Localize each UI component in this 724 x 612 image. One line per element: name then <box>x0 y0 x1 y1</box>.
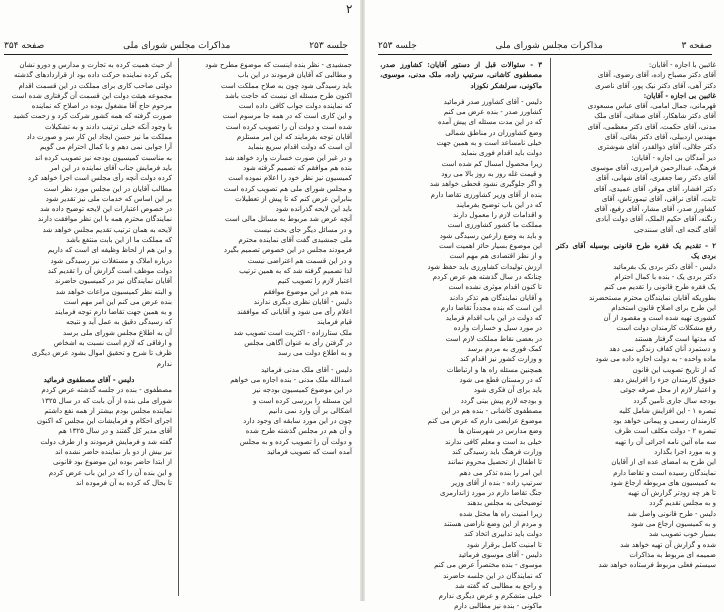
text-line: و مردم از این وضع ناراضی هستند <box>443 520 542 529</box>
text-line: در مورد سیل و خسارات وارده <box>453 324 542 333</box>
text-line: مملکت ما نیز حسن ایجاد این کار سر و صورت داد <box>26 133 172 142</box>
text-line: و به مورد اجرا بگذارد <box>654 447 716 456</box>
text-line: و مطالبی که آقایان فرمودند در این باب <box>237 71 352 80</box>
text-line: بسیار خوب تصویب شد <box>648 530 716 539</box>
text-line: ظرف تا شرح و تحقیق اموال بشود عرض دیگری <box>31 349 172 358</box>
text-line: حقوق کارمندان جزء را افزایش دهد <box>613 375 716 384</box>
text-line: مطالب آقایان در این مجلس مورد نظر است <box>43 184 172 193</box>
text-line: آرا جوابی نمی دهم و با کمال احترام می گویم <box>40 143 172 152</box>
top-page-mark: ۲ <box>346 2 353 16</box>
text-line: و به اطلاع دولت می رسد <box>277 349 352 358</box>
text-line: سه ماه آئین نامه اجرائی آن را تهیه <box>615 437 716 446</box>
text-line: و اگر جلوگیری نشود قحطی خواهد شد <box>429 180 542 189</box>
text-column-right-page-left <box>380 60 542 611</box>
text-line: که مملکت ما از این بابت منتفع باشد <box>66 236 172 245</box>
text-line: آمده است که تصویب فرمائید <box>267 447 352 456</box>
section-heading-bill: ۲ - تقدیم یک فقره طرح قانونی بوسیله آقای دکتر بردی یک <box>556 241 716 261</box>
column-body <box>556 262 716 571</box>
text-line: آقای دکتر رضا جعفری، آقای شهابی، آقای <box>595 174 716 183</box>
text-line: خیلی نامساعد است و به همین جهت <box>436 139 542 148</box>
absent-heading: غائبین بی اجازه - آقایان: <box>643 90 716 100</box>
text-line: دکتر جلالی، آقای ذوالقدر، آقای شوشتری <box>597 143 716 152</box>
text-line: در خصوص اعتبارات این لایحه توضیح داده شد <box>40 205 172 214</box>
text-line: در بعضی نقاط مملکت لازم است <box>445 334 542 343</box>
text-line: نماینده مجلس بودم بیشتر از همه نفع داشتم <box>44 406 172 415</box>
text-line: و بودجه لازم پیش بینی گردد <box>460 396 542 405</box>
text-line: تا بحال که کرده به آن فرموده اند <box>75 478 172 487</box>
text-line: همچنین مسئله راه ها و ارتباطات <box>446 365 542 374</box>
text-line: که رسیدگی دقیق به عمل آید و نتیجه <box>66 318 172 327</box>
text-line: این موضوع بسیار حائز اهمیت است <box>439 242 542 251</box>
text-line: نمایندگان محترم همه با این نظر موافقت دارند <box>37 215 172 224</box>
text-line: مصطفوی - بنده در جلسه گذشته عرض کردم <box>41 386 172 395</box>
text-line: وضع کشاورزان در مناطق شمالی <box>445 128 542 137</box>
right-page-number: صفحه ۳ <box>681 41 712 51</box>
text-line: لایحه به همان ترتیب تقدیم مجلس خواهد شد <box>42 225 172 234</box>
text-line: که در زمستان قطع می شود <box>459 375 542 384</box>
text-line: تا هر چه زودتر گزارش آن تهیه <box>628 489 716 498</box>
text-line: و اقدامات لازم را معمول دارند <box>453 211 542 220</box>
text-line: که نمایندگان در این جلسه حاضرند <box>443 571 542 580</box>
text-line: مصطفوی کاشانی - بنده هم در این <box>441 406 542 415</box>
text-line: و از نظر اقتصادی هم مهم است <box>449 252 542 261</box>
text-line: خیلی بد است و معلم کافی ندارند <box>445 437 542 446</box>
text-line: باید برای آن فکری شود <box>473 386 542 395</box>
text-line: که در این باب توضیح بفرمایند <box>456 200 542 209</box>
text-line: زیرا محصول امسال کم شده است <box>441 159 542 168</box>
text-line: بنده از آقای وزیر کشاورزی تقاضا دارم <box>430 190 542 199</box>
left-page-title: مذاکرات مجلس شورای ملی <box>123 41 231 51</box>
text-line: که در این مدت مسئله ای پیش آمده <box>437 118 542 127</box>
text-line: و به کمیسیون ارجاع می شود <box>631 520 716 529</box>
text-line: آقایان نمایندگان نیز در کمیسیون حاضرند <box>54 277 172 286</box>
text-line: از ابتدا حاضر بوده این موضوع بود قانونی <box>53 458 172 467</box>
text-line: و آقایان نمایندگان هم تذکر دادند <box>449 293 542 302</box>
text-line: آن به اطلاع مجلس شورای ملی برسد <box>62 328 172 337</box>
text-line: دلیس - آقای ملک مدنی فرمائید <box>260 365 352 374</box>
text-column-right-page-right <box>556 60 716 596</box>
text-line: مرحوم حاج آقا مشغول بوده در اصلاح که نماینده <box>31 102 172 111</box>
text-line: وزارت فرهنگ باید رسیدگی کند <box>452 447 542 456</box>
text-line: دلیس - آقای دکتر بردی یک بفرمائید <box>613 262 716 271</box>
text-line: و در مسائل دیگر جای بحث نیست <box>254 225 352 234</box>
text-line: بنده هم موافقم که تصمیم گرفته شود <box>243 163 352 172</box>
text-line: کمیسیون نیز نظر خود را اعلام نموده است <box>228 174 352 183</box>
text-line: باید این لایحه گذرانده شود <box>275 205 352 214</box>
text-line: کارمندان رسمی و پیمانی خواهد بود <box>612 417 716 426</box>
text-line: آقای گنجه ای، آقای سنندجی <box>633 225 716 234</box>
text-line: این طرح به امضای عده ای از آقایان <box>611 458 716 467</box>
column-tail <box>184 365 352 458</box>
right-page-session: جلسه ۲۵۳ <box>378 41 417 51</box>
text-column-left-page-left <box>6 60 172 596</box>
text-line: این امر را بنده تذکر می دهم <box>459 468 542 477</box>
text-line: جنگ تقاضا دارم در مورد ژاندارمری <box>439 489 542 498</box>
text-line: شده و گزارش آن تهیه خواهد شد <box>620 540 716 549</box>
text-line: قیام فرمایند <box>317 318 352 327</box>
text-line: اجرای احکام و فرمایشات این مجلس که اکنون <box>36 417 172 426</box>
text-line: غائبین با اجازه - آقایان: <box>648 61 716 69</box>
column-rule <box>178 58 179 596</box>
text-line: مجموعه هیئت دولت این قسمت آن گرفتاری شده است <box>11 91 172 100</box>
text-line: بر این اساس که خدمات ملی نیز تقدیر شود <box>45 194 172 203</box>
text-line: لذا تصمیم گرفته شد که به همین ترتیب <box>239 266 352 275</box>
text-line: درباره املاک و مستغلات نیز رسیدگی شود <box>50 256 172 265</box>
text-line: زیرا امنیت راه ها مختل شده <box>459 509 542 518</box>
text-line: ارزش تولیدات کشاورزی باید حفظ شود <box>427 262 542 271</box>
text-line: موسوی - بنده مختصراً عرض می کنم <box>434 561 542 570</box>
text-line: باید رسیدگی شود چون به صلاح مملکت است <box>220 81 352 90</box>
text-line: از حیث همیت کرده به تجارت و مدارس و دورو نشان <box>19 61 172 69</box>
text-line: کشاورز صدر - بنده عرض می کنم <box>443 108 542 117</box>
text-line: خیلی متشکرم و عرض دیگری ندارم <box>438 592 542 601</box>
text-line: اسدالله ملک مدنی - بنده اجازه می خواهم <box>230 375 352 384</box>
text-line: اکنون طرح مسئله ای نیست که حاجت باشد <box>225 91 352 100</box>
text-line: بطوریکه آقایان نمایندگان محترم مستحضرند <box>588 293 716 302</box>
column-rule <box>550 58 551 596</box>
text-line: فرمودند مجلس در این خصوص تصمیم بگیرد <box>223 246 352 255</box>
text-line: و البته نظر کمیسیون مراعات خواهد شد <box>55 287 172 296</box>
text-line: و این کاری است که در همه جا مرسوم است <box>222 112 352 121</box>
text-line: این مسئله را بررسی کرده است و <box>252 396 352 405</box>
text-line: رفع مشکلات کارمندان دولت است <box>616 324 716 333</box>
text-line: باید فرمایش جناب آقای نماینده در این امر <box>49 163 172 172</box>
text-line: آقایان توجه بفرمایند که این امر مستلزم <box>236 133 352 142</box>
text-line: ندارم <box>156 359 172 368</box>
text-line: کرده دولت آنچه رأی مجلس است اجرا خواهد کرد <box>27 174 172 183</box>
text-line: ماده واحده - به دولت اجازه داده می شود <box>595 355 716 364</box>
text-line: و اعتبار لازم از محل صرفه جوئی <box>620 386 716 395</box>
text-line: شورای ملی بنده از آن بابت که در سال ۱۳۲۵ <box>41 396 172 405</box>
text-line: بنابراین عرض کنم که تا پیش از تعطیلات <box>235 194 352 203</box>
text-line: فرهنگ، عبدالرحمن فرامرزی، آقای موسوی <box>590 163 716 172</box>
text-line: دکتر افشار، آقای موقر، آقای عمیدی، آقای <box>593 184 716 193</box>
text-line: ضمیمه ای مربوط به مذاکرات <box>629 550 716 559</box>
text-line: و این هم از لحاظ وظیفه ای است که داریم <box>47 246 172 255</box>
left-page-header <box>4 38 348 55</box>
text-line: دلیس - طرح قانونی واصل شد <box>627 509 716 518</box>
text-line: دلیس - آقای موسوی فرمائید <box>458 550 542 559</box>
left-page-number: صفحه ۳۵۴ <box>4 41 45 51</box>
column-body <box>184 60 352 359</box>
text-line: دولت موظف است گزارش آن را تقدیم کند <box>47 266 172 275</box>
text-line: توضیحاتی به مجلس بدهند <box>466 499 542 508</box>
text-line: و دولت آن را تصویب کرده و به مجلس <box>239 437 352 446</box>
text-line: یکی کرده نماینده حرکت داده بود از قراردادهای گذشته <box>14 71 172 80</box>
text-line: که دولت در این باب اقدام فرماید <box>445 314 542 323</box>
text-line: در این موضوع کمیسیون بودجه نیز <box>252 386 352 395</box>
text-line: که نماینده دولت جواب کافی داده است <box>238 102 352 111</box>
text-line: دیر آمدگان بی اجازه - آقایان: <box>631 153 716 162</box>
text-line: مدنی، آقای حکمت، آقای دکتر معظمی، آقای <box>587 122 716 131</box>
text-line: بودجه سال جاری تأمین گردد <box>633 396 716 405</box>
text-line: تا اطفال از تحصیل محروم نمانند <box>447 458 542 467</box>
text-line: و در این قسمت هم اعتراضی نیست <box>247 256 352 265</box>
text-line: آنچه عرض شد مربوط به مسائل مالی است <box>224 215 352 224</box>
text-line: بنده عرض می کنم این امر مهم است <box>63 297 172 306</box>
text-line: و به همین جهت تقاضا دارم توجه فرمایند <box>54 308 172 317</box>
right-page-header <box>378 38 712 55</box>
text-line: به کمیسیون های مربوطه ارجاع شود <box>610 478 716 487</box>
right-page-title: مذاکرات مجلس شورای ملی <box>495 41 603 51</box>
text-line: سیستم فعلی مربوط فرستاده خواهد شد <box>598 561 716 570</box>
text-line: و به مجلس تقدیم گردد <box>649 499 716 508</box>
left-page-session: جلسه ۲۵۳ <box>309 41 348 51</box>
text-column-left-page-right <box>184 60 352 596</box>
text-line: با وجود آنکه خیلی ترتیب دادند و به تشکیلات <box>45 122 172 131</box>
text-line: مملکت ما کشور کشاورزی است <box>447 221 542 230</box>
text-line: اعلام رأی می شود و آقایانی که موافقند <box>237 308 352 317</box>
column-body <box>6 60 172 369</box>
text-line: و آن هم در مجلس گذشته طرح شده <box>245 427 352 436</box>
text-line: تبصره ۲ - دولت مکلف است ظرف <box>614 427 716 436</box>
absent-with-leave <box>556 60 716 91</box>
text-line: دلیس - آقای کشاورز صدر فرمائید <box>443 97 542 106</box>
speaker-heading: دلیس - آقای مصطفوی فرمائید <box>43 374 135 384</box>
text-line: به مناسبت کمیسیون بودجه نیز تصویب کرده اند <box>34 153 172 162</box>
text-line: سرتیپ زاده - بنده از آقای وزیر <box>451 478 542 487</box>
text-line: چون در این مورد سابقه ای وجود دارد <box>243 417 352 426</box>
column-body <box>380 97 542 612</box>
text-line: که از تاریخ تصویب این قانون <box>632 365 716 374</box>
text-line: جمشیدی - نظر بنده اینست که موضوع مطرح شود <box>205 61 352 69</box>
text-line: و راجع به مطالبی که گفته شد <box>455 581 542 590</box>
text-line: در گرفتن رأی به عنوان آگاهی مجلس <box>244 339 352 348</box>
text-line: نیز بیش از دو بار نماینده حاضر نشده اند <box>55 447 172 456</box>
text-line: ملک ستارزاده - اکثریت است تصویب شد <box>233 328 352 337</box>
text-line: قهرمانی، جمال امامی، آقای عباس مسعودی <box>587 102 716 111</box>
text-line: آقای دکتر مصباح زاده، آقای رضوی، آقای <box>597 71 716 80</box>
section-heading-questions: ۳ - سئوالات قبل از دستور آقایان: کشاورز صدر، مصطفوی کاشانی، سرتیپ زاده، ملک مدنی، موسوی، ماکونی، سرلشکر نکوزاد <box>380 60 542 90</box>
text-line: چنانکه در سال گذشته هم عرض کردم <box>432 272 542 281</box>
text-line: دولت باید اقدام فوری بنماید <box>460 149 542 158</box>
text-line: و دستمزد آنان کفاف زندگی نمی دهد <box>609 345 716 354</box>
text-line: اشکالی بر آن وارد نمی دانیم <box>268 406 352 415</box>
text-line: و این بنده آن را که در این باب عرض کردم <box>48 468 172 477</box>
text-line: و باید به وضع زارعین رسیدگی شود <box>439 231 542 240</box>
text-line: شده است و دولت آن را تصویب کرده است <box>225 122 352 131</box>
text-line: و مجلس شورای ملی هم تصویب کرده است <box>223 184 352 193</box>
absent-list <box>556 101 716 235</box>
text-line: دلیس - آقایان نظری دیگری ندارند <box>253 297 352 306</box>
text-line: آقای مدیر کل گفتند و در سال ۱۳۲۵ هم <box>58 427 172 436</box>
text-line: گفته شد و فرمایش فرمودند و از طرف دولت <box>40 437 172 446</box>
text-line: زنگنه، آقای حکیم الملک، آقای دولت آبادی <box>595 215 716 224</box>
text-line: دکتر آهی، آقای دکتر نیک پور، آقای ناصری <box>595 81 716 90</box>
text-line: این طرح برای اصلاح قانون استخدام <box>611 303 716 312</box>
text-line: ثابت، آقای نراقی، آقای تیمورتاش، آقای <box>601 194 716 203</box>
text-line: که مدتها است گرفتار هستند <box>634 334 716 343</box>
text-line: دولت باید تدابیری اتخاذ کند <box>464 530 542 539</box>
text-line: کشوری تهیه شده است و مقصود از آن <box>603 314 716 323</box>
text-line: آقای دکتر شاهکار، آقای صفائی، آقای ملک <box>594 112 716 121</box>
text-line: و ارفاقی که لازم است نسبت به اشخاص <box>53 339 172 348</box>
text-line: مهندس اردبیلی، آقای دکتر بقائی، آقای <box>604 133 716 142</box>
text-line: صورت گرفته که همه کشور شرکت کرد و زحمت کشید <box>13 112 172 121</box>
text-line: موضوع عرایضی دارم که عرض می کنم <box>427 417 542 426</box>
text-line: و قیمت غله روز به روز بالا می رود <box>441 169 542 178</box>
text-line: نمایندگان رسیده است و تقاضا دارم <box>613 468 716 477</box>
text-line: ماکونی - بنده نیز مطالبی دارم <box>454 602 542 611</box>
text-line: تبصره ۱ - این افزایش شامل کلیه <box>619 406 716 415</box>
text-line: دولتی صاحب کاری برای مملکت در این قسمت اقدام <box>18 81 172 90</box>
text-line: کمک فوری به مردم برسد <box>467 345 542 354</box>
column-tail <box>6 385 172 488</box>
text-line: آن است که دولت اقدام سریع بنماید <box>247 143 352 152</box>
text-line: وضع مدارس در شهرستان ها <box>458 427 542 436</box>
text-line: اعتبار لازم را تصویب کنیم <box>277 277 352 286</box>
text-line: دکتر بردی یک - بنده با کمال احترام <box>614 272 716 281</box>
text-line: یک فقره طرح قانونی را تقدیم می کنم <box>604 283 716 292</box>
text-line: و وزارت کشور نیز اقدام کند <box>459 355 542 364</box>
text-line: تا کنون اقدام موثری نشده است <box>448 283 542 292</box>
text-line: تا امنیت کامل برقرار شود <box>466 540 542 549</box>
text-line: و در غیر این صورت خسارت وارد خواهد شد <box>224 153 352 162</box>
text-line: این است که بنده مجدداً تقاضا دارم <box>440 303 542 312</box>
text-line: بنده هم در این موضوع موافقم <box>263 287 352 296</box>
text-line: کشاورز صدر، آقای مشار، آقای رفیع، آقای <box>594 205 716 214</box>
text-line: ملی جمشیدی گفت آقای نماینده محترم <box>238 236 352 245</box>
